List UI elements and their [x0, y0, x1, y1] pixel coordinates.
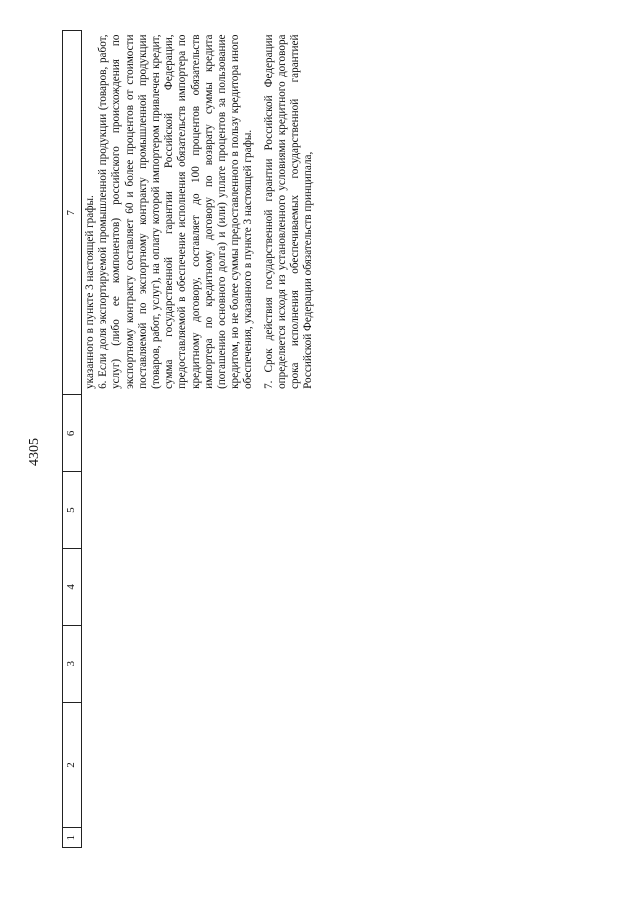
paragraph-6: 6. Если доля экспортируемой промышленной продукции (товаров, работ, услуг) (либо ее компонентов) российского происхождения по экспортному контракту составляет 60 и более процентов от стоимости поставляемой по экспортному контракту промышленной продукции (товаров, работ, услуг), на оплату которой импортером привлечен кредит, сумма государственной гарантии Российской Федерации, предоставляемой в обеспечение исполнения обязательств импортера по кредитному договору, составляет до 100 процентов обязательств импортера по кредитному договору по возврату суммы кредита (погашению основного долга) и (или) уплате процентов за пользование кредитом, но не более суммы предоставленного в пользу кредитора иного обеспечения, указанного в пункте 3 настоящей графы.	[97, 34, 255, 389]
col-1-cell	[82, 828, 571, 848]
paragraph-1: указанного в пункте 3 настоящей графы.	[84, 195, 96, 389]
col-4-cell	[82, 549, 571, 626]
col-6-header: 6	[63, 395, 82, 472]
col-2-header: 2	[63, 702, 82, 828]
col-4-header: 4	[63, 549, 82, 626]
rotated-page	[62, 30, 573, 848]
col-6-cell	[82, 395, 571, 472]
header-row	[63, 31, 82, 848]
col-3-cell	[82, 625, 571, 702]
col-7-header: 7	[63, 31, 82, 395]
col-5-cell	[82, 472, 571, 549]
col-2-cell	[82, 702, 571, 828]
page-number: 4305	[27, 438, 42, 466]
col-3-header: 3	[63, 625, 82, 702]
body-row	[82, 31, 571, 848]
col-5-header: 5	[63, 472, 82, 549]
document-table	[62, 30, 570, 848]
col-7-cell	[82, 31, 571, 395]
paragraph-spacer	[256, 35, 263, 389]
paragraph-7: 7. Срок действия государственной гарантии Российской Федерации определяется исходя из установленного условиями кредитного договора срока исполнения обеспечиваемых государственной гарантией Российской Федерации обязательств принципала,	[262, 34, 315, 389]
col-1-header: 1	[63, 828, 82, 848]
